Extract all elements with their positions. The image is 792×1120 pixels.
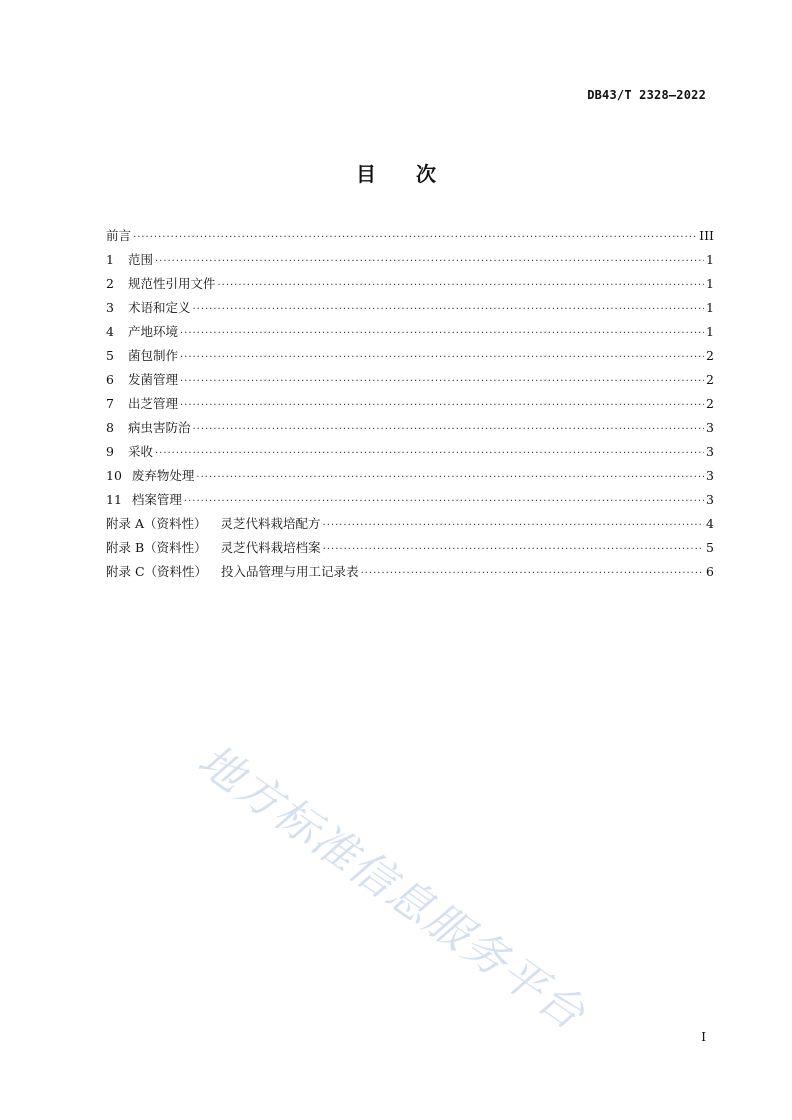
toc-entry-label: 废弃物处理 bbox=[131, 468, 195, 483]
toc-entry-label: 灵芝代料栽培档案 bbox=[220, 540, 321, 555]
toc-title-char-1: 目 bbox=[356, 162, 376, 186]
toc-entry[interactable] bbox=[106, 512, 714, 536]
toc-entry-label: 菌包制作 bbox=[127, 348, 178, 363]
toc-entry[interactable] bbox=[106, 320, 714, 344]
toc-entry[interactable] bbox=[106, 272, 714, 296]
toc-entry-number: 7 bbox=[106, 396, 114, 411]
toc-entry[interactable] bbox=[106, 392, 714, 416]
toc-entry-page: 3 bbox=[706, 420, 714, 435]
toc-entry[interactable] bbox=[106, 296, 714, 320]
toc-dot-leader bbox=[192, 298, 704, 322]
toc-dot-leader bbox=[155, 250, 704, 274]
toc-dot-leader bbox=[217, 274, 704, 298]
page-number: I bbox=[701, 1030, 706, 1044]
toc-entry-page: 3 bbox=[706, 468, 714, 483]
toc-entry-number: 附录 A（资料性） bbox=[106, 516, 207, 531]
toc-entry-number: 5 bbox=[106, 348, 114, 363]
toc-title bbox=[0, 158, 792, 187]
table-of-contents bbox=[106, 224, 714, 584]
toc-entry[interactable] bbox=[106, 488, 714, 512]
toc-entry-page: 1 bbox=[706, 324, 714, 339]
toc-entry-label: 前言 bbox=[106, 228, 132, 243]
toc-dot-leader bbox=[180, 346, 704, 370]
toc-dot-leader bbox=[180, 370, 704, 394]
toc-dot-leader bbox=[155, 442, 704, 466]
toc-entry-label: 采收 bbox=[127, 444, 153, 459]
toc-entry-number: 6 bbox=[106, 372, 114, 387]
toc-entry-page: III bbox=[699, 228, 714, 243]
toc-entry-number: 8 bbox=[106, 420, 114, 435]
toc-entry-page: 3 bbox=[706, 492, 714, 507]
toc-entry-label: 病虫害防治 bbox=[127, 420, 191, 435]
toc-entry-page: 1 bbox=[706, 252, 714, 267]
toc-dot-leader bbox=[196, 466, 704, 490]
toc-entry-label: 灵芝代料栽培配方 bbox=[220, 516, 321, 531]
toc-entry-page: 1 bbox=[706, 276, 714, 291]
toc-entry-page: 2 bbox=[706, 396, 714, 411]
toc-entry-label: 产地环境 bbox=[127, 324, 178, 339]
toc-entry[interactable] bbox=[106, 440, 714, 464]
toc-entry-page: 2 bbox=[706, 348, 714, 363]
toc-dot-leader bbox=[180, 394, 704, 418]
toc-entry-number: 附录 B（资料性） bbox=[106, 540, 207, 555]
toc-entry-number: 10 bbox=[106, 468, 122, 483]
toc-title-char-2: 次 bbox=[416, 162, 436, 186]
toc-entry-page: 2 bbox=[706, 372, 714, 387]
toc-entry-label: 范围 bbox=[127, 252, 153, 267]
toc-entry-number: 11 bbox=[106, 492, 122, 507]
toc-entry-number: 附录 C（资料性） bbox=[106, 564, 208, 579]
toc-entry[interactable] bbox=[106, 464, 714, 488]
toc-entry-label: 出芝管理 bbox=[127, 396, 178, 411]
watermark: 地方标准信息服务平台 bbox=[188, 734, 595, 1041]
toc-entry-number: 1 bbox=[106, 252, 114, 267]
toc-entry-label: 投入品管理与用工记录表 bbox=[221, 564, 359, 579]
toc-dot-leader bbox=[323, 538, 704, 562]
toc-dot-leader bbox=[361, 562, 704, 586]
toc-entry-page: 4 bbox=[706, 516, 714, 531]
toc-entry-label: 发菌管理 bbox=[127, 372, 178, 387]
toc-entry-page: 6 bbox=[706, 564, 714, 579]
toc-entry-label: 规范性引用文件 bbox=[127, 276, 216, 291]
toc-entry-label: 术语和定义 bbox=[127, 300, 191, 315]
toc-entry-number: 9 bbox=[106, 444, 114, 459]
document-code: DB43/T 2328—2022 bbox=[587, 88, 706, 102]
toc-entry-page: 3 bbox=[706, 444, 714, 459]
toc-entry[interactable] bbox=[106, 368, 714, 392]
toc-entry-label: 档案管理 bbox=[131, 492, 182, 507]
toc-entry[interactable] bbox=[106, 344, 714, 368]
toc-dot-leader bbox=[323, 514, 704, 538]
toc-entry[interactable] bbox=[106, 248, 714, 272]
toc-dot-leader bbox=[192, 418, 704, 442]
toc-entry-page: 1 bbox=[706, 300, 714, 315]
toc-entry[interactable] bbox=[106, 536, 714, 560]
toc-dot-leader bbox=[184, 490, 704, 514]
toc-dot-leader bbox=[180, 322, 704, 346]
toc-entry-number: 3 bbox=[106, 300, 114, 315]
toc-entry-number: 2 bbox=[106, 276, 114, 291]
toc-entry[interactable] bbox=[106, 224, 714, 248]
toc-entry[interactable] bbox=[106, 416, 714, 440]
toc-entry-number: 4 bbox=[106, 324, 114, 339]
toc-dot-leader bbox=[133, 226, 697, 250]
toc-entry-page: 5 bbox=[706, 540, 714, 555]
toc-entry[interactable] bbox=[106, 560, 714, 584]
